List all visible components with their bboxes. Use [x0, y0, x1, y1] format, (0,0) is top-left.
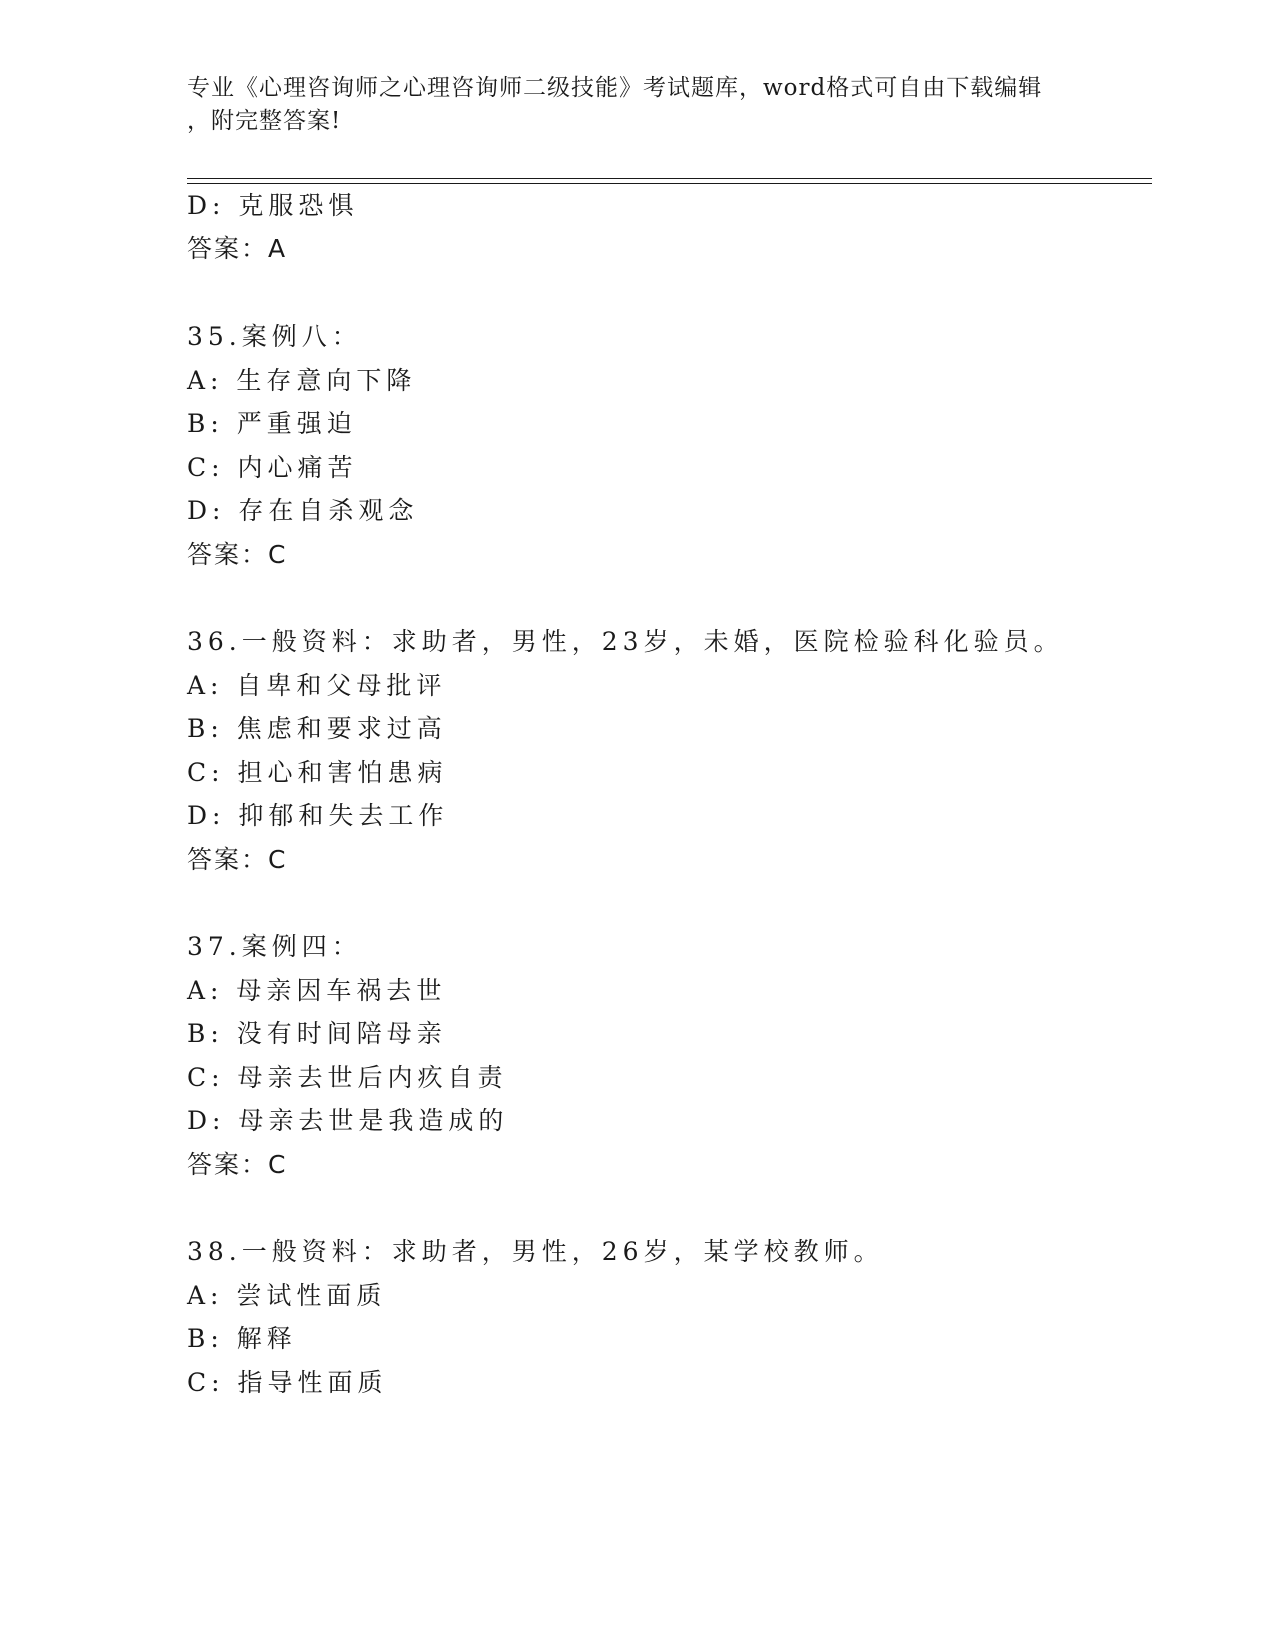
option-d: D: 母亲去世是我造成的	[187, 1106, 509, 1135]
question-38: 38.一般资料：求助者，男性，26岁，某学校教师。	[187, 1237, 884, 1266]
option-b: B: 焦虑和要求过高	[187, 714, 447, 743]
option-b: B: 严重强迫	[187, 409, 357, 438]
option-c: C: 内心痛苦	[187, 453, 358, 482]
option-b: B: 没有时间陪母亲	[187, 1019, 447, 1048]
document-header	[187, 72, 1067, 138]
answer-line: 答案：C	[187, 540, 288, 569]
question-35: 35.案例八：	[187, 322, 362, 351]
option-d: D: 存在自杀观念	[187, 496, 419, 525]
option-d: D: 克服恐惧	[187, 191, 359, 220]
option-c: C: 母亲去世后内疚自责	[187, 1063, 508, 1092]
answer-line: 答案：C	[187, 845, 288, 874]
header-line-2: ，附完整答案!	[187, 108, 342, 134]
option-a: A: 母亲因车祸去世	[187, 976, 447, 1005]
option-d: D: 抑郁和失去工作	[187, 801, 449, 830]
option-c: C: 担心和害怕患病	[187, 758, 448, 787]
answer-line: 答案：C	[187, 1150, 288, 1179]
option-a: A: 自卑和父母批评	[187, 671, 447, 700]
option-a: A: 尝试性面质	[187, 1281, 387, 1310]
question-37: 37.案例四：	[187, 932, 362, 961]
option-b: B: 解释	[187, 1324, 297, 1353]
header-line-1: 专业《心理咨询师之心理咨询师二级技能》考试题库，word格式可自由下载编辑	[187, 75, 1043, 101]
header-divider-top	[187, 178, 1152, 179]
option-a: A: 生存意向下降	[187, 366, 417, 395]
option-c: C: 指导性面质	[187, 1368, 388, 1397]
answer-line: 答案：A	[187, 234, 288, 263]
header-divider-bottom	[187, 183, 1152, 184]
question-36: 36.一般资料：求助者，男性，23岁，未婚，医院检验科化验员。	[187, 627, 1064, 656]
